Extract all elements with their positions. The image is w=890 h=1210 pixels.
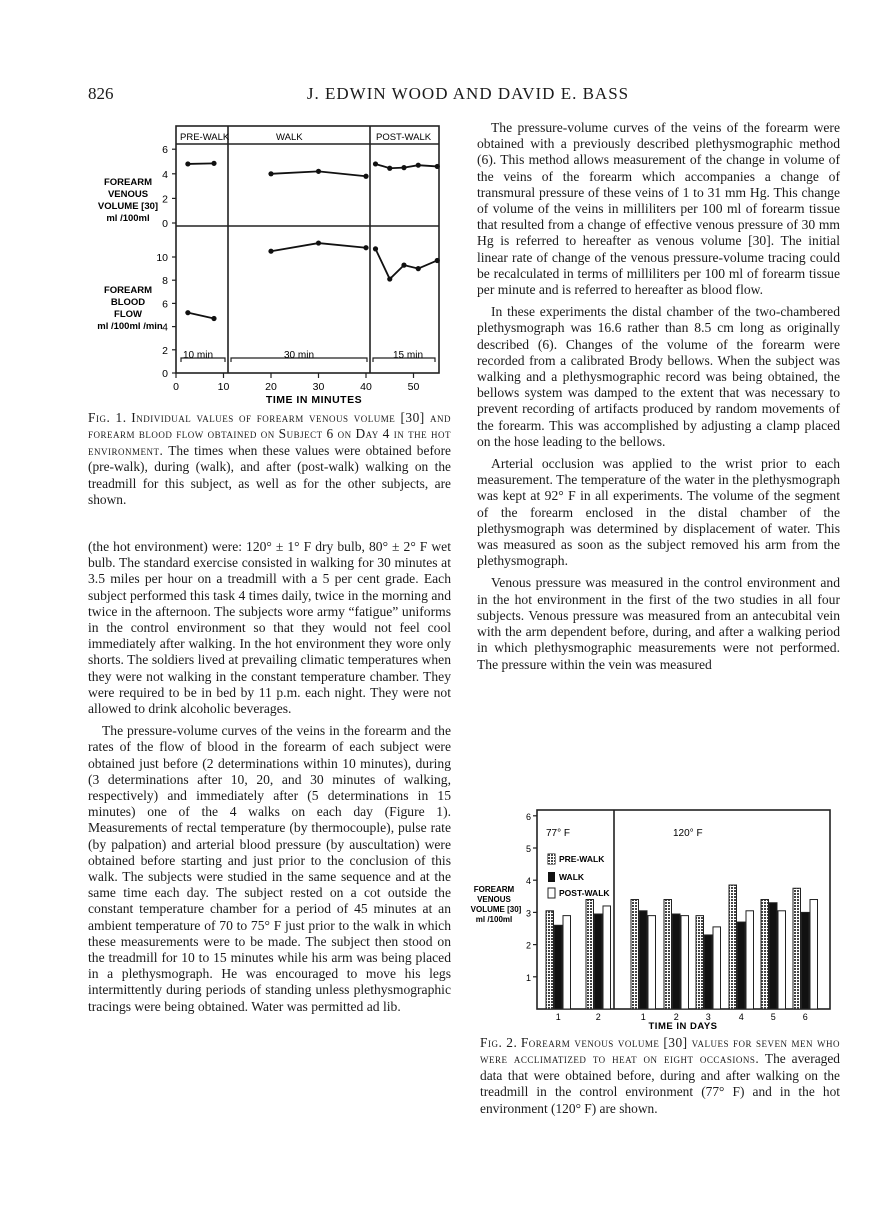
fig1-top-tick-label: 2 — [162, 193, 168, 206]
panel-label-77f: 77° F — [546, 828, 571, 839]
fig2-x-tick-label: 5 — [770, 1012, 776, 1022]
fig1-caption-rest: The times when these values were obtained before (pre-walk), during (walk), and after (post-walk) walking on the treadmill for this subject, as well as for the other subjects, are shown. — [88, 442, 451, 508]
phase-label-pre: PRE-WALK — [180, 132, 230, 143]
fig2-ylabel-1: FOREARM — [473, 885, 515, 894]
fig2-bar-walk — [738, 922, 746, 1009]
fig2-bar-postwalk — [681, 916, 689, 1009]
fig1-x-tick-label: 20 — [265, 381, 277, 393]
fig2-bar-postwalk — [713, 927, 721, 1009]
fig2-bar-postwalk — [648, 916, 656, 1009]
fig2-bar-walk — [555, 925, 563, 1009]
fig1-venous-series-line — [188, 163, 214, 164]
fig2-ylabel-4: ml /100ml — [475, 915, 513, 924]
figure-2 — [470, 800, 845, 1032]
legend-label-prewalk: PRE-WALK — [559, 854, 605, 864]
left-paragraph-1: (the hot environment) were: 120° ± 1° F dry bulb, 80° ± 2° F wet bulb. The standard exercise consisted in walking for 30 minutes at 3.5 miles per hour on a treadmill with a 5 per cent grade. Each subject performed this task 4 times daily, twice in the morning and twice in the afternoon. The subjects wore army “fatigue” uniforms in the control environment so that they would not feel cool immediately after walking. In the hot environment they wore only shorts. The soldiers lived at prevailing climatic temperatures when they were not walking in the constant temperature chamber. They were required to be in bed by 11 p.m. each night. They were not allowed to drink alcoholic beverages. — [88, 539, 451, 717]
panel-label-120f: 120° F — [673, 828, 703, 839]
fig1-top-tick-label: 4 — [162, 168, 168, 181]
fig2-bar-prewalk — [586, 900, 594, 1009]
fig2-bar-postwalk — [563, 916, 571, 1009]
fig2-x-tick-label: 1 — [555, 1012, 561, 1022]
fig1-top-ylabel-4: ml /100ml — [106, 213, 150, 224]
fig2-y-tick-label: 6 — [525, 811, 531, 822]
figure-1 — [88, 118, 460, 408]
fig1-x-tick-label: 50 — [407, 381, 420, 393]
fig2-bar-walk — [705, 935, 713, 1009]
right-column — [477, 120, 840, 679]
fig1-flow-series-line — [376, 249, 438, 279]
fig1-bottom-tick-label: 2 — [162, 344, 168, 357]
duration-pre: 10 min — [183, 350, 214, 361]
fig1-caption-lead: Individual values of forearm venous volume [30] and forearm blood flow obtained on Subject 6 on Day 4 in the hot environment. — [88, 410, 451, 458]
fig1-bottom-ylabel-3: FLOW — [114, 309, 142, 320]
figure-1-chart — [88, 118, 460, 408]
fig1-venous-point — [387, 166, 392, 171]
fig1-venous-point — [416, 163, 421, 168]
fig1-flow-point — [316, 240, 321, 245]
fig1-top-ylabel-3: VOLUME [30] — [97, 201, 159, 212]
fig1-bottom-ylabel-2: BLOOD — [110, 297, 146, 308]
fig2-bar-walk — [673, 914, 681, 1009]
fig2-x-tick-label: 1 — [640, 1012, 646, 1022]
fig2-bar-prewalk — [664, 900, 672, 1009]
left-paragraph-2: The pressure-volume curves of the veins in the forearm and the rates of the flow of blood in the forearm of each subject were obtained just before (2 determinations within 10 minutes), during (3 determinations after 10, 20, and 30 minutes of walking, respectively) and immediately after (5 determinations in 15 minutes) one of the 4 walks on each day (Figure 1). Measurements of rectal temperature (by thermocouple), pulse rate (by palpation) and arterial blood pressure (by auscultation) were obtained before starting and just prior to the conclusion of this walk. The subjects were studied in the same sequence and at the same time each day. The subject rested on a cot outside the constant temperature chamber for a period of 45 minutes at an ambient temperature of 70 to 75° F just prior to the walk in which these measurements were to be made. The subject then stood on the treadmill for 10 to 15 minutes while his arm was being placed in a plethysmograph. He was encouraged to move his legs intermittently during periods of standing unless plethysmographic tracings were being obtained. Water was permitted ad lib. — [88, 723, 451, 1014]
fig1-bottom-tick-label: 8 — [162, 275, 168, 288]
running-title: J. EDWIN WOOD AND DAVID E. BASS — [306, 84, 630, 103]
fig1-flow-point — [185, 310, 190, 315]
phase-label-walk: WALK — [276, 132, 303, 143]
fig1-x-tick-label: 40 — [360, 381, 372, 393]
fig2-bar-prewalk — [793, 888, 801, 1009]
page-number: 826 — [88, 84, 114, 103]
legend-swatch-walk — [548, 872, 555, 882]
fig2-bar-walk — [595, 914, 603, 1009]
fig2-x-tick-label: 4 — [738, 1012, 744, 1022]
fig1-top-ylabel-2: VENOUS — [107, 189, 149, 200]
fig1-top-ylabel-1: FOREARM — [103, 177, 153, 188]
fig1-venous-point — [363, 174, 368, 179]
fig1-flow-point — [373, 246, 378, 251]
fig1-flow-point — [416, 266, 421, 271]
fig1-top-tick-label: 6 — [162, 144, 168, 157]
fig1-flow-point — [401, 263, 406, 268]
fig2-y-tick-label: 1 — [525, 972, 531, 983]
duration-walk: 30 min — [284, 350, 315, 361]
fig1-flow-point — [211, 316, 216, 321]
fig1-venous-point — [435, 164, 440, 169]
fig2-y-tick-label: 5 — [525, 844, 531, 854]
fig2-bar-prewalk — [729, 885, 737, 1009]
fig2-bar-prewalk — [696, 916, 704, 1009]
right-paragraph-1: The pressure-volume curves of the veins of the forearm were obtained with a previously described plethysmographic method (6). This method allows measurement of the change in volume of the veins of the forearm which accompanies a change of transmural pressure of these veins of 1 to 31 mm Hg. This change of volume of the veins in milliliters per 100 ml of forearm tissue that resulted from a change of effective venous pressure of 30 mm Hg is referred to hereafter as venous volume [30]. The initial linear rate of change of the venous pressure-volume tracing could be recalculated in terms of milliliters per 100 ml of forearm tissue per minute and is referred to hereafter as blood flow. — [477, 120, 840, 298]
figure-2-caption — [480, 1035, 840, 1117]
left-column — [88, 539, 451, 1021]
legend-swatch-prewalk-fill — [548, 854, 555, 864]
fig1-flow-point — [268, 249, 273, 254]
fig2-bar-walk — [640, 911, 648, 1009]
duration-post: 15 min — [393, 350, 424, 361]
fig1-x-tick-label: 0 — [173, 381, 179, 393]
fig2-bar-prewalk — [631, 900, 639, 1009]
fig1-venous-point — [401, 165, 406, 170]
fig2-x-tick-label: 3 — [705, 1012, 711, 1022]
fig1-bottom-tick-label: 0 — [162, 368, 168, 380]
fig1-venous-point — [316, 169, 321, 174]
fig1-bottom-ylabel-1: FOREARM — [103, 285, 153, 296]
fig2-x-tick-label: 2 — [595, 1012, 601, 1022]
fig2-bar-walk — [802, 912, 810, 1009]
fig2-bar-prewalk — [761, 900, 769, 1009]
fig1-venous-point — [268, 171, 273, 176]
legend-label-walk: WALK — [559, 872, 585, 882]
fig2-x-tick-label: 2 — [673, 1012, 679, 1022]
fig1-venous-point — [211, 161, 216, 166]
legend-swatch-postwalk — [548, 888, 555, 898]
fig1-x-tick-label: 10 — [217, 381, 230, 393]
fig1-xlabel: TIME IN MINUTES — [265, 394, 363, 406]
phase-label-post: POST-WALK — [376, 132, 432, 143]
fig2-y-tick-label: 3 — [525, 908, 531, 919]
right-paragraph-4: Venous pressure was measured in the control environment and in the hot environment in the first of the two studies in all four subjects. Venous pressure was measured from an antecubital vein with the arm dependent before, during, and after a walking period in which plethysmographic measurements were not performed. The pressure within the vein was measured — [477, 575, 840, 672]
page-header — [88, 84, 848, 108]
fig2-caption-lead: Forearm venous volume [30] values for seven men who were acclimatized to heat on eight occasions. — [480, 1035, 840, 1067]
fig2-xlabel: TIME IN DAYS — [648, 1021, 718, 1032]
fig2-ylabel-3: VOLUME [30] — [470, 905, 522, 914]
fig2-caption-rest: The averaged data that were obtained before, during and after walking on the treadmill in the control environment (77° F) and in the hot environment (120° F) are shown. — [480, 1051, 840, 1116]
fig1-flow-series-line — [188, 313, 214, 319]
fig1-bottom-tick-label: 10 — [156, 252, 168, 264]
fig2-y-tick-label: 4 — [525, 876, 531, 887]
fig2-y-tick-label: 2 — [525, 940, 531, 951]
fig1-flow-point — [435, 258, 440, 263]
fig1-bottom-tick-label: 4 — [162, 321, 168, 334]
fig2-bar-postwalk — [810, 900, 818, 1009]
fig1-venous-point — [185, 161, 190, 166]
fig2-bar-postwalk — [746, 911, 754, 1009]
fig2-ylabel-2: VENOUS — [477, 895, 511, 904]
fig2-bar-postwalk — [778, 911, 786, 1009]
fig1-bottom-tick-label: 6 — [162, 298, 168, 311]
fig1-flow-point — [387, 276, 392, 281]
fig2-caption-label: Fig. 2. — [480, 1035, 518, 1050]
right-paragraph-3: Arterial occlusion was applied to the wrist prior to each measurement. The temperature of the water in the plethysmograph was kept at 92° F in all experiments. The volume of the segment of the forearm enclosed in the distal chamber of the plethysmograph was determined by displacement of water. This was measured as soon as the subject removed his arm from the plethysmograph. — [477, 456, 840, 569]
fig2-x-tick-label: 6 — [802, 1012, 808, 1022]
right-paragraph-2: In these experiments the distal chamber of the two-chambered plethysmograph was 16.6 rather than 8.5 cm long as originally described (6). Changes of the volume of the forearm were recorded from a calibrated Brody bellows. When the subject was walking and a plethysmographic record was being obtained, the bellows system was damped to the extent that was necessary to prevent recording of artifacts produced by random movements of the forearm. This was accomplished by adjusting a clamp placed on the hose leading to the bellows. — [477, 304, 840, 449]
fig1-x-tick-label: 30 — [312, 381, 325, 393]
fig2-bar-walk — [770, 903, 778, 1009]
figure-1-caption — [88, 410, 451, 508]
fig2-bar-prewalk — [546, 911, 554, 1009]
fig1-bottom-ylabel-4: ml /100ml /min — [97, 321, 163, 332]
figure-2-chart — [470, 800, 845, 1032]
fig1-venous-point — [373, 161, 378, 166]
fig2-bar-postwalk — [603, 906, 611, 1009]
fig1-top-tick-label: 0 — [162, 218, 168, 230]
fig1-flow-point — [363, 245, 368, 250]
fig1-caption-label: Fig. 1. — [88, 410, 127, 425]
legend-label-postwalk: POST-WALK — [559, 888, 610, 898]
